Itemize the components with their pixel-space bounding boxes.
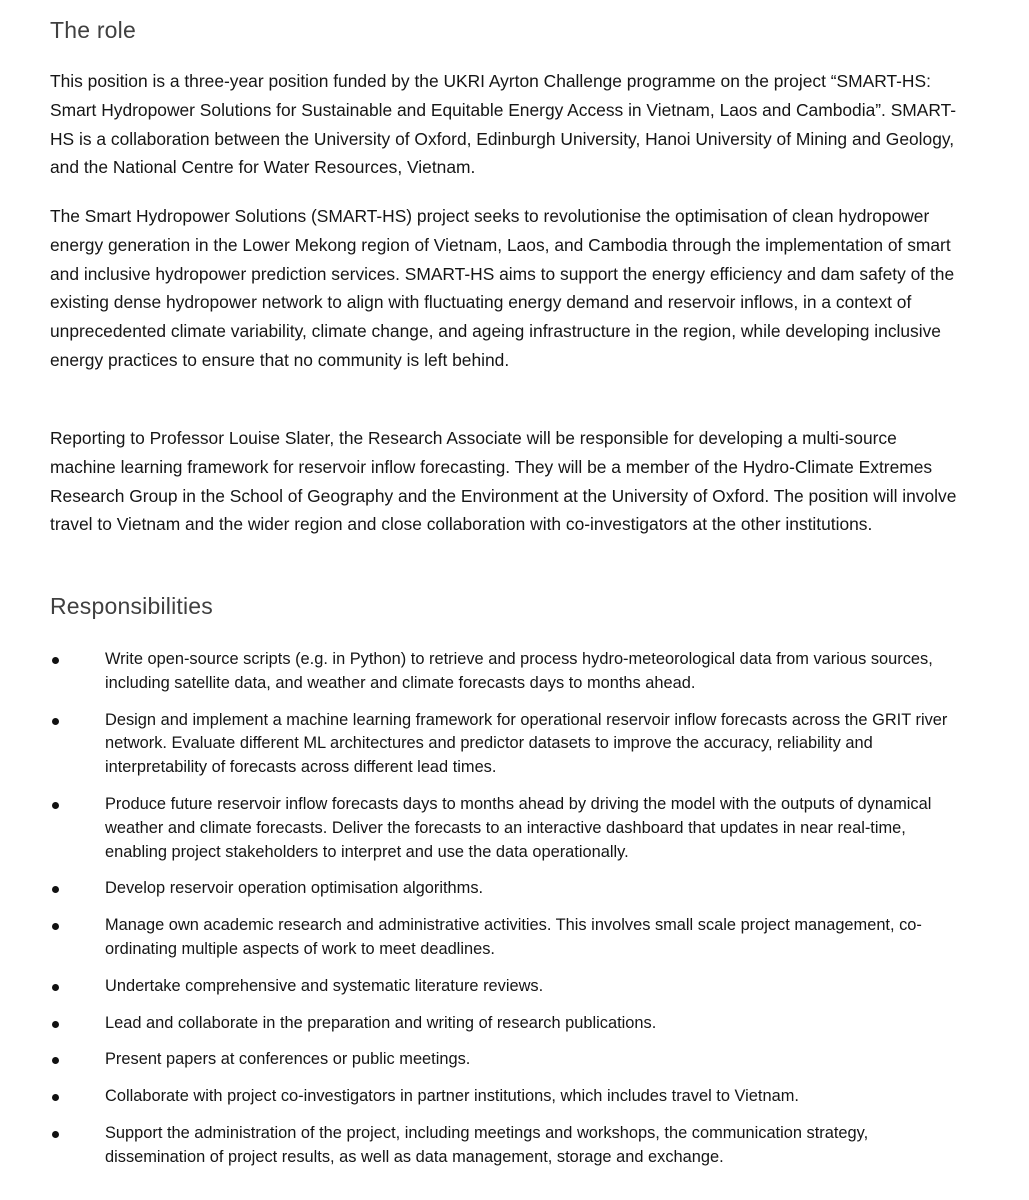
bullet-icon bbox=[52, 984, 59, 991]
list-item bbox=[0, 648, 1029, 696]
bullet-icon bbox=[52, 1057, 59, 1064]
list-item-text: Develop reservoir operation optimisation algorithms. bbox=[105, 879, 484, 898]
list-item bbox=[0, 709, 1029, 780]
list-item-text: Collaborate with project co-investigators in partner institutions, which includes travel to Vietnam. bbox=[105, 1087, 799, 1106]
list-item-text: Produce future reservoir inflow forecasts days to months ahead by driving the model with the outputs of dynamical weather and climate forecasts. Deliver the forecasts to an interactive dashboard that updates in near real-time, enabling project stakeholders to interpret and use the data operationally. bbox=[105, 794, 932, 861]
list-item-text: Support the administration of the project, including meetings and workshops, the communication strategy, dissemination of project results, as well as data management, storage and exchange. bbox=[105, 1123, 869, 1166]
bullet-icon bbox=[52, 802, 59, 809]
section-heading-role: The role bbox=[50, 17, 136, 43]
list-item-text: Manage own academic research and administrative activities. This involves small scale project management, co-ordinating multiple aspects of work to meet deadlines. bbox=[105, 916, 922, 958]
bullet-icon bbox=[52, 1094, 59, 1101]
list-item bbox=[0, 1012, 1029, 1036]
role-paragraph-3: Reporting to Professor Louise Slater, the Research Associate will be responsible for developing a multi-source machine learning framework for reservoir inflow forecasting. They will be a member of the Hydro-Climate Extremes Research Group in the School of Geography and the Environment at the University of Oxford. The position will involve travel to Vietnam and the wider region and close collaboration with co-investigators at the other institutions. bbox=[50, 428, 957, 535]
list-item bbox=[0, 914, 1029, 962]
list-item bbox=[0, 793, 1029, 864]
bullet-icon bbox=[52, 1131, 59, 1138]
list-item bbox=[0, 1122, 1029, 1170]
bullet-icon bbox=[52, 923, 59, 930]
responsibilities-list bbox=[0, 648, 1029, 1183]
list-item-text: Design and implement a machine learning framework for operational reservoir inflow forecasts across the GRIT river network. Evaluate different ML architectures and predictor datasets to improve the accuracy, reliability and interpretability of forecasts across different lead times. bbox=[105, 710, 948, 777]
list-item-text: Write open-source scripts (e.g. in Python) to retrieve and process hydro-meteorological data from various sources, including satellite data, and weather and climate forecasts days to months ahead. bbox=[105, 650, 933, 692]
list-item bbox=[0, 1048, 1029, 1072]
bullet-icon bbox=[52, 1021, 59, 1028]
bullet-icon bbox=[52, 718, 59, 725]
list-item bbox=[0, 877, 1029, 901]
section-heading-responsibilities: Responsibilities bbox=[50, 593, 213, 619]
role-paragraph-1: This position is a three-year position funded by the UKRI Ayrton Challenge programme on the project “SMART-HS: Smart Hydropower Solutions for Sustainable and Equitable Energy Access in Vietnam, Laos and Cambodia”. SMART-HS is a collaboration between the University of Oxford, Edinburgh University, Hanoi University of Mining and Geology, and the National Centre for Water Resources, Vietnam. bbox=[50, 71, 957, 178]
bullet-icon bbox=[52, 657, 59, 664]
role-paragraph-2: The Smart Hydropower Solutions (SMART-HS) project seeks to revolutionise the optimisation of clean hydropower energy generation in the Lower Mekong region of Vietnam, Laos, and Cambodia through the implementation of smart and inclusive hydropower prediction services. SMART-HS aims to support the energy efficiency and dam safety of the existing dense hydropower network to align with fluctuating energy demand and reservoir inflows, in a context of unprecedented climate variability, climate change, and ageing infrastructure in the region, while developing inclusive energy practices to ensure that no community is left behind. bbox=[50, 206, 955, 370]
bullet-icon bbox=[52, 886, 59, 893]
list-item-text: Lead and collaborate in the preparation and writing of research publications. bbox=[105, 1013, 657, 1032]
list-item-text: Present papers at conferences or public meetings. bbox=[105, 1050, 471, 1069]
list-item bbox=[0, 975, 1029, 999]
list-item bbox=[0, 1085, 1029, 1109]
list-item-text: Undertake comprehensive and systematic literature reviews. bbox=[105, 976, 544, 995]
